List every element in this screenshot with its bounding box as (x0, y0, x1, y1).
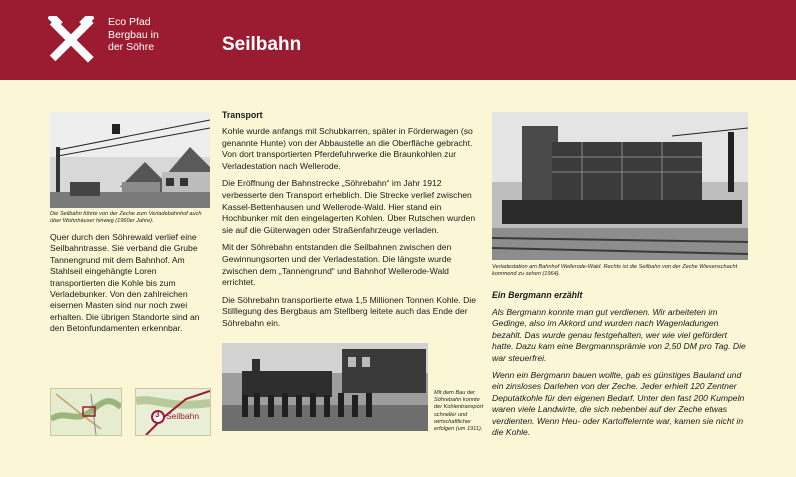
page-title: Seilbahn (222, 34, 302, 55)
map-marker-number: 3 (155, 410, 160, 419)
loading-station-image (492, 112, 748, 260)
left-photo-caption: Die Seilbahn führte von der Zeche zum Verladebahnhof auch über Wohnhäuser hinweg (1960er Jahre). (50, 211, 202, 224)
miner-story-paragraph-2: Wenn ein Bergmann bauen wollte, gab es günstiges Bauland und ein zinsloses Darlehen von der Zeche. Jeder erhielt 120 Zentner Deputatkohle für den eigenen Bedarf. Unter den fast 200 Kumpeln waren viele Landwirte, die sich nebenbei auf der Zeche etwas verdienten. Wenn Heu- oder Kartoffelernte war, kamen sie nicht in die Kohle. (492, 370, 745, 438)
middle-photo-caption: Mit dem Bau der Söhrebahn konnte der Kohlentransport schneller und wirtschaftlicher erfolgen (um 1911). (434, 390, 484, 433)
brand-line-2: Bergbau in (108, 28, 159, 41)
train-workers-photo (222, 343, 428, 431)
transport-text (222, 126, 484, 336)
train-photo-image (222, 343, 428, 431)
overview-map (50, 388, 122, 436)
miner-story-heading: Ein Bergmann erzählt (492, 290, 583, 300)
miner-story-text (492, 307, 750, 444)
transport-paragraph-3: Mit der Söhrebahn entstanden die Seilbahnen zwischen den Gewinnungsorten und der Verladestation. Die längste wurde zwischen dem „Tannengrund“ und Bahnhof Wellerode-Wald errichtet. (222, 242, 452, 288)
cable-car-houses-photo (50, 112, 210, 208)
brand-text (108, 16, 159, 54)
cable-car-photo-image (50, 112, 210, 208)
crossed-hammers-logo-icon (48, 16, 94, 64)
left-body-text: Quer durch den Söhrewald verlief eine Seilbahntrasse. Sie verband die Grube Tannengrund mit dem Bahnhof. Am Stahlseil eingehängte Loren transportierten die Kohle bis zum Verladebunker. Von den zahlreichen eisernen Masten sind nur noch zwei erhalten. Die übrigen Standorte sind an den Betonfundamenten erkennbar. (50, 232, 200, 334)
loading-station-photo (492, 112, 748, 260)
brand-line-3: der Söhre (108, 41, 155, 53)
miner-story-paragraph-1: Als Bergmann konnte man gut verdienen. Wir arbeiteten im Gedinge, also im Akkord und wurden nach Wagenladungen bezahlt. Das wurde genau festgehalten, wer wie viel gefördert hatte. Dazu kam eine Bergmannsprämie von 2,50 DM pro Tag. Die war steuerfrei. (492, 307, 746, 363)
header-bar (0, 0, 796, 80)
brand-line-1: Eco Pfad (108, 16, 151, 28)
overview-map-image (51, 389, 121, 435)
map-marker-label: Seilbahn (166, 411, 200, 421)
transport-paragraph-2: Die Eröffnung der Bahnstrecke „Söhrebahn“ im Jahr 1912 verbesserte den Transport erheblich. Die Strecke verlief zwischen Kassel-Bettenhausen und Wellerode-Wald. Hier stand ein Hochbunker mit den eingelagerten Kohlen. Über Rutschen wurden sie auf die Güterwagen oder Straßenfahrzeuge verladen. (222, 178, 476, 235)
right-photo-caption: Verladestation am Bahnhof Wellerode-Wald. Rechts ist die Seilbahn von der Zeche Wiesenschacht kommend zu sehen (1964). (492, 264, 738, 277)
transport-paragraph-1: Kohle wurde anfangs mit Schubkarren, später in Förderwagen (so genannte Hunte) von der Abbaustelle an die Oberfläche gebracht. Von dort transportierten Pferdefuhrwerke die Braunkohlen zur Verladestation nach Wellerode. (222, 126, 473, 171)
detail-map (135, 388, 211, 436)
transport-heading: Transport (222, 110, 263, 120)
transport-paragraph-4: Die Söhrebahn transportierte etwa 1,5 Millionen Tonnen Kohle. Die Stilllegung des Bergbaus am Stellberg leitete auch das Ende der Söhrebahn ein. (222, 294, 476, 328)
